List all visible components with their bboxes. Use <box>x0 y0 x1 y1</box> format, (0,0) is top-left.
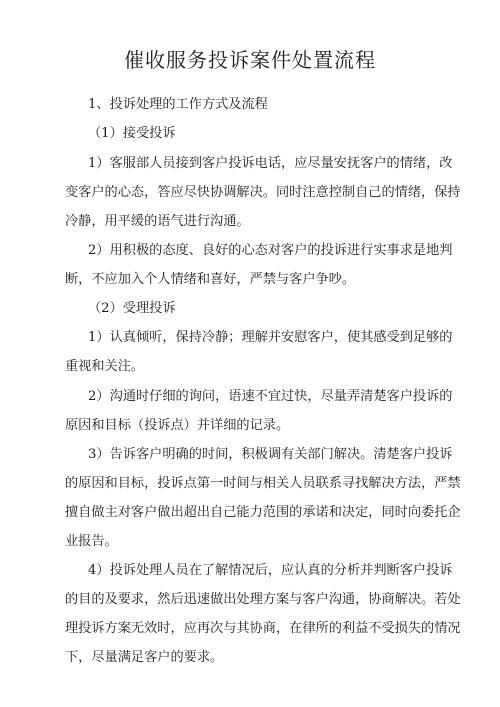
paragraph-line: 2）沟通时仔细的询问，语速不宜过快，尽量弄清楚客户投诉的 <box>88 389 453 404</box>
section-heading: 1、投诉处理的工作方式及流程 <box>88 97 268 112</box>
paragraph-line: 变客户的心态，答应尽快协调解决。同时注意控制自己的情绪，保持 <box>65 185 461 200</box>
paragraph-line: 理投诉方案无效时，应再次与其协商，在律所的利益不受损失的情况 <box>65 621 461 636</box>
paragraph-line: 冷静，用平缓的语气进行沟通。 <box>65 214 250 229</box>
paragraph-line: 的原因和目标，投诉点第一时间与相关人员联系寻找解决方法，严禁 <box>65 476 461 491</box>
paragraph-line: 的目的及要求，然后迅速做出处理方案与客户沟通，协商解决。若处 <box>65 592 461 607</box>
paragraph-line: 断，不应加入个人情绪和喜好，严禁与客户争吵。 <box>65 272 356 287</box>
paragraph-line: 业报告。 <box>65 534 118 549</box>
paragraph-line: 擅自做主对客户做出超出自己能力范围的承诺和决定，同时向委托企 <box>65 505 461 520</box>
paragraph-line: 1）认真倾听，保持冷静；理解并安慰客户，使其感受到足够的 <box>88 330 453 345</box>
paragraph-line: 4）投诉处理人员在了解情况后，应认真的分析并判断客户投诉 <box>88 563 453 578</box>
subsection-heading: （2）受理投诉 <box>88 301 176 316</box>
paragraph-line: 3）告诉客户明确的时间，积极调有关部门解决。清楚客户投诉 <box>88 447 453 462</box>
document-title: 催收服务投诉案件处置流程 <box>124 48 376 72</box>
paragraph-line: 1）客服部人员接到客户投诉电话，应尽量安抚客户的情绪，改 <box>88 156 453 171</box>
paragraph-line: 原因和目标（投诉点）并详细的记录。 <box>65 418 290 433</box>
paragraph-line: 重视和关注。 <box>65 359 145 374</box>
subsection-heading: （1）接受投诉 <box>88 126 176 141</box>
paragraph-line: 2）用积极的态度、良好的心态对客户的投诉进行实事求是地判 <box>88 243 453 258</box>
paragraph-line: 下，尽量满足客户的要求。 <box>65 650 224 665</box>
